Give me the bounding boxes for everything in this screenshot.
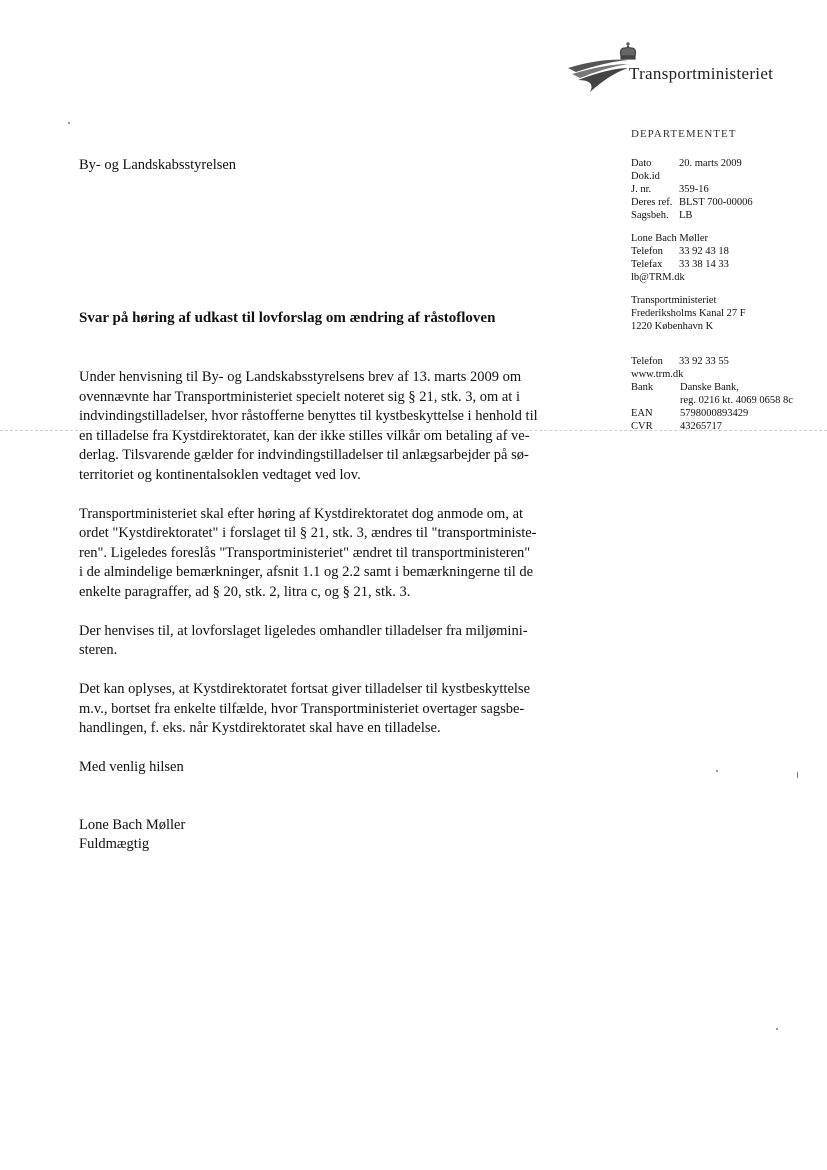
meta-row-date: Dato 20. marts 2009 [631,158,742,169]
meta-row-jnr: J. nr. 359-16 [631,184,709,195]
paragraph: Transportministeriet skal efter høring af Kystdirektoratet dog anmode om, at ordet "Kystdirektoratet" i forslaget til § 21, stk. 3, ændres til "transportministe- ren". Ligeledes foreslås "Transportministeriet" ændret til transportministeren" i de almindelige bemærkninger, afsnit 1.1 og 2.2 samt i bemærkningerne til de enkelte paragraffer, ad § 20, stk. 2, litra c, og § 21, stk. 3. [79,505,537,600]
org-web: www.trm.dk [631,369,684,380]
address-city: 1220 København K [631,321,714,332]
meta-row-docid: Dok.id [631,171,660,182]
closing-greeting: Med venlig hilsen [79,759,184,775]
cvr-row: CVR 43265717 [631,421,722,432]
scan-speck [797,772,798,778]
address-org: Transportministeriet [631,295,717,306]
scan-speck [68,122,70,124]
logo-text: Transportministeriet [629,64,774,83]
contact-name: Lone Bach Møller [631,233,708,244]
paragraph: Der henvises til, at lovforslaget ligeledes omhandler tilladelser fra miljømini- steren. [79,622,528,658]
scan-speck [716,770,718,772]
contact-fax-row: Telefax 33 38 14 33 [631,259,729,270]
letter-subject: Svar på høring af udkast til lovforslag om ændring af råstofloven [79,310,496,326]
ministry-logo [566,38,796,100]
address-street: Frederiksholms Kanal 27 F [631,308,746,319]
bank-row: Bank Danske Bank, [631,382,739,393]
ean-row: EAN 5798000893429 [631,408,749,419]
org-phone-row: Telefon 33 92 33 55 [631,356,729,367]
letter-body [79,368,599,758]
bank-reg-row: reg. 0216 kt. 4069 0658 8c [680,395,793,406]
recipient: By- og Landskabsstyrelsen [79,157,237,173]
meta-row-your-ref: Deres ref. BLST 700-00006 [631,197,753,208]
signature-block [79,816,185,854]
paragraph: Under henvisning til By- og Landskabsstyrelsens brev af 13. marts 2009 om ovennævnte har Transportministeriet specielt noteret sig § 21, stk. 3, om at i indvindingstilladelser, hvor råstofferne benyttes til kystbeskyttelse i henhold til en tilladelse fra Kystdirektoratet, kan der ikke stilles vilkår om betaling af ve- derlag. Tilsvarende gælder for indvindingstilladelser til anlægsarbejder på sø- territoriet og kontinentalsoklen vedtaget ved lov. [79,369,538,483]
contact-email: lb@TRM.dk [631,272,685,283]
meta-row-case-officer: Sagsbeh. LB [631,210,693,221]
scan-speck [776,1028,778,1030]
address-block [631,294,821,333]
reference-block [631,157,821,222]
contact-phone-row: Telefon 33 92 43 18 [631,246,729,257]
signer-name: Lone Bach Møller [79,817,186,833]
org-contact-block [631,355,821,433]
signer-title: Fuldmægtig [79,836,150,852]
department-label: DEPARTEMENTET [631,128,737,140]
paragraph: Det kan oplyses, at Kystdirektoratet fortsat giver tilladelser til kystbeskyttelse m.v., bortset fra enkelte tilfælde, hvor Transportministeriet overtager sagsbe- handlingen, f. eks. når Kystdirektoratet skal have en tilladelse. [79,681,531,736]
contact-person-block [631,232,821,284]
sender-info-sidebar [631,128,821,443]
